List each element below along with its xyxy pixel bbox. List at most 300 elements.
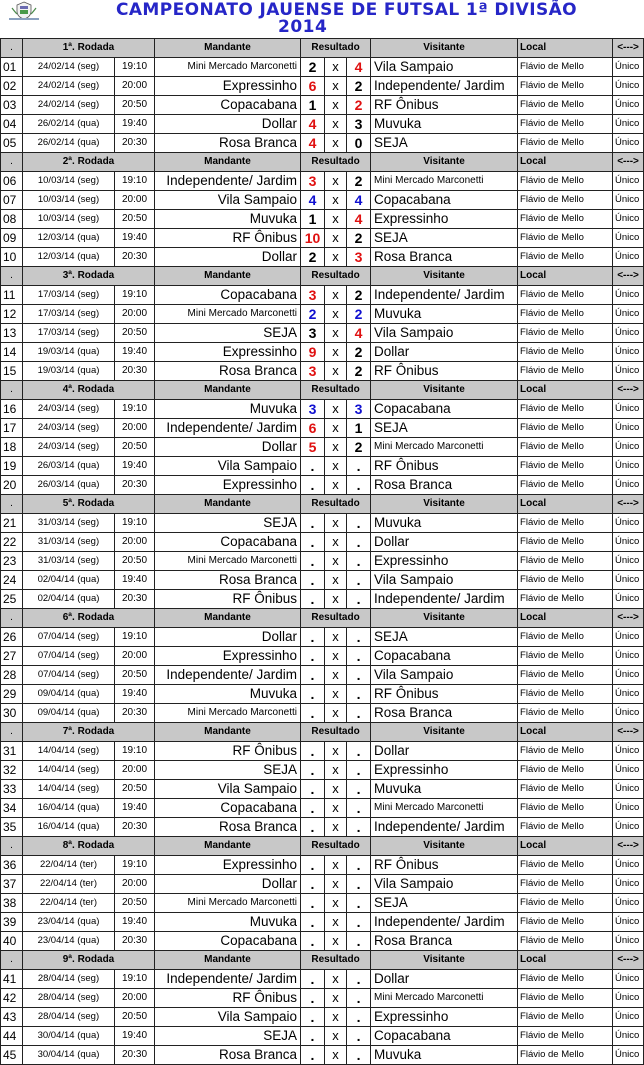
game-date: 22/04/14 (ter) (23, 856, 115, 875)
score-separator: x (325, 305, 347, 324)
game-time: 20:30 (115, 362, 155, 381)
game-phase: Único (613, 229, 644, 248)
home-score: 3 (301, 324, 325, 343)
home-score: . (301, 894, 325, 913)
game-row (1, 419, 644, 438)
home-team: Copacabana (155, 96, 301, 115)
col-header-mandante: Mandante (155, 723, 301, 742)
game-date: 30/04/14 (qua) (23, 1027, 115, 1046)
home-team: RF Ônibus (155, 229, 301, 248)
round-header-row (1, 609, 644, 628)
home-score: 2 (301, 305, 325, 324)
game-time: 19:10 (115, 742, 155, 761)
round-header-row (1, 267, 644, 286)
col-header-arrow: <---> (613, 153, 644, 172)
game-phase: Único (613, 191, 644, 210)
game-venue: Flávio de Mello (518, 229, 613, 248)
game-number: 30 (1, 704, 23, 723)
game-time: 20:30 (115, 590, 155, 609)
home-team: Copacabana (155, 533, 301, 552)
score-separator: x (325, 742, 347, 761)
game-phase: Único (613, 894, 644, 913)
away-score: . (347, 818, 371, 837)
col-header-mandante: Mandante (155, 837, 301, 856)
col-header-resultado: Resultado (301, 837, 371, 856)
away-team: Vila Sampaio (371, 875, 518, 894)
game-date: 22/04/14 (ter) (23, 875, 115, 894)
home-team: SEJA (155, 761, 301, 780)
game-venue: Flávio de Mello (518, 134, 613, 153)
game-venue: Flávio de Mello (518, 913, 613, 932)
away-team: Expressinho (371, 761, 518, 780)
game-venue: Flávio de Mello (518, 1027, 613, 1046)
col-header-visitante: Visitante (371, 39, 518, 58)
score-separator: x (325, 286, 347, 305)
score-separator: x (325, 419, 347, 438)
game-number: 25 (1, 590, 23, 609)
game-phase: Único (613, 1027, 644, 1046)
game-venue: Flávio de Mello (518, 742, 613, 761)
game-time: 20:50 (115, 666, 155, 685)
score-separator: x (325, 134, 347, 153)
game-date: 30/04/14 (qua) (23, 1046, 115, 1065)
game-row (1, 685, 644, 704)
game-phase: Único (613, 818, 644, 837)
game-row (1, 799, 644, 818)
game-time: 20:50 (115, 1008, 155, 1027)
round-dot: . (1, 723, 23, 742)
game-venue: Flávio de Mello (518, 457, 613, 476)
away-score: 4 (347, 210, 371, 229)
away-score: 2 (347, 286, 371, 305)
col-header-local: Local (518, 267, 613, 286)
game-time: 19:10 (115, 172, 155, 191)
col-header-resultado: Resultado (301, 39, 371, 58)
game-time: 20:00 (115, 533, 155, 552)
away-team: Vila Sampaio (371, 58, 518, 77)
away-score: 4 (347, 191, 371, 210)
home-score: 5 (301, 438, 325, 457)
game-time: 19:40 (115, 229, 155, 248)
home-score: . (301, 457, 325, 476)
away-score: . (347, 1046, 371, 1065)
away-score: . (347, 894, 371, 913)
game-number: 42 (1, 989, 23, 1008)
col-header-mandante: Mandante (155, 39, 301, 58)
game-venue: Flávio de Mello (518, 685, 613, 704)
game-number: 06 (1, 172, 23, 191)
home-team: Mini Mercado Marconetti (155, 58, 301, 77)
away-team: SEJA (371, 419, 518, 438)
score-separator: x (325, 970, 347, 989)
game-row (1, 1027, 644, 1046)
col-header-resultado: Resultado (301, 609, 371, 628)
game-phase: Único (613, 647, 644, 666)
home-team: Expressinho (155, 476, 301, 495)
score-separator: x (325, 628, 347, 647)
away-team: Muvuka (371, 115, 518, 134)
game-date: 26/03/14 (qua) (23, 457, 115, 476)
home-score: . (301, 647, 325, 666)
score-separator: x (325, 571, 347, 590)
col-header-arrow: <---> (613, 495, 644, 514)
game-phase: Único (613, 1008, 644, 1027)
game-number: 38 (1, 894, 23, 913)
game-phase: Único (613, 856, 644, 875)
game-venue: Flávio de Mello (518, 286, 613, 305)
score-separator: x (325, 324, 347, 343)
game-date: 24/02/14 (seg) (23, 77, 115, 96)
game-time: 20:50 (115, 96, 155, 115)
away-score: 4 (347, 58, 371, 77)
game-number: 10 (1, 248, 23, 267)
game-row (1, 457, 644, 476)
game-row (1, 324, 644, 343)
game-row (1, 514, 644, 533)
game-date: 31/03/14 (seg) (23, 533, 115, 552)
home-team: Rosa Branca (155, 134, 301, 153)
game-row (1, 229, 644, 248)
col-header-visitante: Visitante (371, 153, 518, 172)
game-date: 10/03/14 (seg) (23, 172, 115, 191)
round-label: 8ª. Rodada (23, 837, 155, 856)
col-header-mandante: Mandante (155, 153, 301, 172)
game-date: 31/03/14 (seg) (23, 552, 115, 571)
game-date: 23/04/14 (qua) (23, 913, 115, 932)
game-phase: Único (613, 932, 644, 951)
score-separator: x (325, 96, 347, 115)
away-team: Expressinho (371, 552, 518, 571)
game-venue: Flávio de Mello (518, 761, 613, 780)
home-score: . (301, 856, 325, 875)
score-separator: x (325, 932, 347, 951)
game-time: 20:00 (115, 647, 155, 666)
home-team: Dollar (155, 248, 301, 267)
away-score: 1 (347, 419, 371, 438)
col-header-resultado: Resultado (301, 381, 371, 400)
home-team: Rosa Branca (155, 571, 301, 590)
game-time: 19:10 (115, 628, 155, 647)
game-phase: Único (613, 343, 644, 362)
col-header-local: Local (518, 495, 613, 514)
away-team: Muvuka (371, 780, 518, 799)
home-score: . (301, 514, 325, 533)
home-team: Dollar (155, 875, 301, 894)
game-number: 21 (1, 514, 23, 533)
away-team: Vila Sampaio (371, 324, 518, 343)
round-label: 7ª. Rodada (23, 723, 155, 742)
game-number: 03 (1, 96, 23, 115)
col-header-resultado: Resultado (301, 951, 371, 970)
score-separator: x (325, 58, 347, 77)
away-team: Independente/ Jardim (371, 286, 518, 305)
home-team: Vila Sampaio (155, 191, 301, 210)
round-header-row (1, 39, 644, 58)
col-header-visitante: Visitante (371, 267, 518, 286)
col-header-mandante: Mandante (155, 609, 301, 628)
score-separator: x (325, 438, 347, 457)
game-date: 17/03/14 (seg) (23, 305, 115, 324)
col-header-local: Local (518, 609, 613, 628)
away-score: . (347, 1027, 371, 1046)
away-score: 2 (347, 362, 371, 381)
away-team: Dollar (371, 742, 518, 761)
game-time: 19:10 (115, 514, 155, 533)
away-score: 2 (347, 305, 371, 324)
away-score: . (347, 514, 371, 533)
game-venue: Flávio de Mello (518, 894, 613, 913)
game-time: 20:50 (115, 894, 155, 913)
game-row (1, 172, 644, 191)
home-score: 6 (301, 419, 325, 438)
away-team: Mini Mercado Marconetti (371, 438, 518, 457)
round-dot: . (1, 495, 23, 514)
round-header-row (1, 495, 644, 514)
away-score: . (347, 970, 371, 989)
away-score: . (347, 685, 371, 704)
away-score: . (347, 856, 371, 875)
score-separator: x (325, 704, 347, 723)
game-time: 19:40 (115, 343, 155, 362)
game-number: 27 (1, 647, 23, 666)
home-score: 3 (301, 362, 325, 381)
away-score: 0 (347, 134, 371, 153)
home-team: Independente/ Jardim (155, 970, 301, 989)
game-phase: Único (613, 400, 644, 419)
game-number: 19 (1, 457, 23, 476)
game-phase: Único (613, 552, 644, 571)
away-team: RF Ônibus (371, 856, 518, 875)
game-row (1, 286, 644, 305)
round-label: 6ª. Rodada (23, 609, 155, 628)
game-row (1, 875, 644, 894)
away-score: . (347, 476, 371, 495)
away-team: Vila Sampaio (371, 571, 518, 590)
game-date: 24/03/14 (seg) (23, 419, 115, 438)
game-date: 02/04/14 (qua) (23, 590, 115, 609)
home-team: RF Ônibus (155, 742, 301, 761)
home-score: 6 (301, 77, 325, 96)
game-time: 20:30 (115, 476, 155, 495)
game-phase: Único (613, 913, 644, 932)
game-phase: Único (613, 438, 644, 457)
game-row (1, 134, 644, 153)
game-date: 14/04/14 (seg) (23, 742, 115, 761)
score-separator: x (325, 913, 347, 932)
away-team: Rosa Branca (371, 704, 518, 723)
game-date: 23/04/14 (qua) (23, 932, 115, 951)
game-phase: Único (613, 628, 644, 647)
game-venue: Flávio de Mello (518, 343, 613, 362)
game-venue: Flávio de Mello (518, 1046, 613, 1065)
game-phase: Único (613, 1046, 644, 1065)
away-score: . (347, 989, 371, 1008)
game-time: 20:00 (115, 761, 155, 780)
game-time: 20:00 (115, 419, 155, 438)
game-date: 24/03/14 (seg) (23, 438, 115, 457)
game-row (1, 305, 644, 324)
away-score: 2 (347, 438, 371, 457)
game-row (1, 58, 644, 77)
score-separator: x (325, 590, 347, 609)
game-row (1, 1046, 644, 1065)
away-team: RF Ônibus (371, 96, 518, 115)
game-time: 19:10 (115, 856, 155, 875)
game-date: 19/03/14 (qua) (23, 362, 115, 381)
game-phase: Único (613, 761, 644, 780)
game-venue: Flávio de Mello (518, 438, 613, 457)
away-team: SEJA (371, 229, 518, 248)
game-row (1, 989, 644, 1008)
game-venue: Flávio de Mello (518, 115, 613, 134)
game-phase: Único (613, 210, 644, 229)
game-time: 19:40 (115, 457, 155, 476)
score-separator: x (325, 476, 347, 495)
game-date: 16/04/14 (qua) (23, 799, 115, 818)
game-phase: Único (613, 780, 644, 799)
game-row (1, 571, 644, 590)
game-number: 43 (1, 1008, 23, 1027)
game-date: 14/04/14 (seg) (23, 761, 115, 780)
game-venue: Flávio de Mello (518, 210, 613, 229)
away-team: Dollar (371, 970, 518, 989)
col-header-arrow: <---> (613, 267, 644, 286)
score-separator: x (325, 989, 347, 1008)
game-number: 02 (1, 77, 23, 96)
away-team: Independente/ Jardim (371, 818, 518, 837)
home-score: 1 (301, 210, 325, 229)
away-team: RF Ônibus (371, 457, 518, 476)
home-team: Muvuka (155, 913, 301, 932)
away-team: Rosa Branca (371, 476, 518, 495)
round-header-row (1, 951, 644, 970)
game-phase: Único (613, 96, 644, 115)
home-team: Copacabana (155, 932, 301, 951)
col-header-visitante: Visitante (371, 495, 518, 514)
home-team: Dollar (155, 628, 301, 647)
score-separator: x (325, 533, 347, 552)
game-venue: Flávio de Mello (518, 77, 613, 96)
round-dot: . (1, 951, 23, 970)
home-score: 9 (301, 343, 325, 362)
away-team: Vila Sampaio (371, 666, 518, 685)
away-team: Mini Mercado Marconetti (371, 989, 518, 1008)
game-number: 41 (1, 970, 23, 989)
col-header-local: Local (518, 39, 613, 58)
game-phase: Único (613, 134, 644, 153)
home-team: Rosa Branca (155, 818, 301, 837)
municipal-crest-icon (4, 1, 44, 21)
home-team: Rosa Branca (155, 1046, 301, 1065)
game-number: 09 (1, 229, 23, 248)
col-header-visitante: Visitante (371, 837, 518, 856)
game-date: 17/03/14 (seg) (23, 324, 115, 343)
round-dot: . (1, 381, 23, 400)
game-date: 28/04/14 (seg) (23, 1008, 115, 1027)
game-venue: Flávio de Mello (518, 514, 613, 533)
home-team: Mini Mercado Marconetti (155, 704, 301, 723)
game-date: 16/04/14 (qua) (23, 818, 115, 837)
game-row (1, 666, 644, 685)
home-score: . (301, 704, 325, 723)
game-date: 19/03/14 (qua) (23, 343, 115, 362)
score-separator: x (325, 1046, 347, 1065)
game-row (1, 647, 644, 666)
round-dot: . (1, 267, 23, 286)
score-separator: x (325, 647, 347, 666)
game-row (1, 533, 644, 552)
away-team: Muvuka (371, 305, 518, 324)
game-time: 19:40 (115, 685, 155, 704)
home-score: 3 (301, 172, 325, 191)
game-time: 20:30 (115, 134, 155, 153)
home-team: Mini Mercado Marconetti (155, 552, 301, 571)
game-time: 19:40 (115, 799, 155, 818)
home-team: Copacabana (155, 286, 301, 305)
game-date: 24/02/14 (seg) (23, 58, 115, 77)
col-header-arrow: <---> (613, 723, 644, 742)
home-score: . (301, 932, 325, 951)
game-number: 07 (1, 191, 23, 210)
home-team: Vila Sampaio (155, 457, 301, 476)
game-time: 20:50 (115, 438, 155, 457)
col-header-local: Local (518, 723, 613, 742)
score-separator: x (325, 248, 347, 267)
game-venue: Flávio de Mello (518, 58, 613, 77)
round-header-row (1, 723, 644, 742)
home-score: . (301, 799, 325, 818)
game-row (1, 248, 644, 267)
game-number: 23 (1, 552, 23, 571)
score-separator: x (325, 1027, 347, 1046)
game-phase: Único (613, 989, 644, 1008)
game-phase: Único (613, 58, 644, 77)
home-score: . (301, 666, 325, 685)
home-team: Expressinho (155, 343, 301, 362)
score-separator: x (325, 799, 347, 818)
home-team: SEJA (155, 514, 301, 533)
away-score: . (347, 1008, 371, 1027)
game-venue: Flávio de Mello (518, 533, 613, 552)
game-row (1, 932, 644, 951)
game-row (1, 343, 644, 362)
game-venue: Flávio de Mello (518, 647, 613, 666)
away-score: . (347, 571, 371, 590)
game-date: 17/03/14 (seg) (23, 286, 115, 305)
game-row (1, 913, 644, 932)
away-team: Copacabana (371, 647, 518, 666)
home-team: Muvuka (155, 685, 301, 704)
game-time: 19:10 (115, 970, 155, 989)
col-header-local: Local (518, 153, 613, 172)
game-phase: Único (613, 590, 644, 609)
game-time: 20:50 (115, 780, 155, 799)
page-title: CAMPEONATO JAUENSE DE FUTSAL 1ª DIVISÃO (116, 0, 577, 20)
home-team: Muvuka (155, 400, 301, 419)
away-team: Independente/ Jardim (371, 590, 518, 609)
game-number: 28 (1, 666, 23, 685)
game-number: 22 (1, 533, 23, 552)
score-separator: x (325, 552, 347, 571)
game-time: 19:10 (115, 58, 155, 77)
away-score: 3 (347, 400, 371, 419)
game-row (1, 400, 644, 419)
away-score: . (347, 742, 371, 761)
round-label: 2ª. Rodada (23, 153, 155, 172)
game-phase: Único (613, 875, 644, 894)
game-phase: Único (613, 77, 644, 96)
home-team: RF Ônibus (155, 989, 301, 1008)
